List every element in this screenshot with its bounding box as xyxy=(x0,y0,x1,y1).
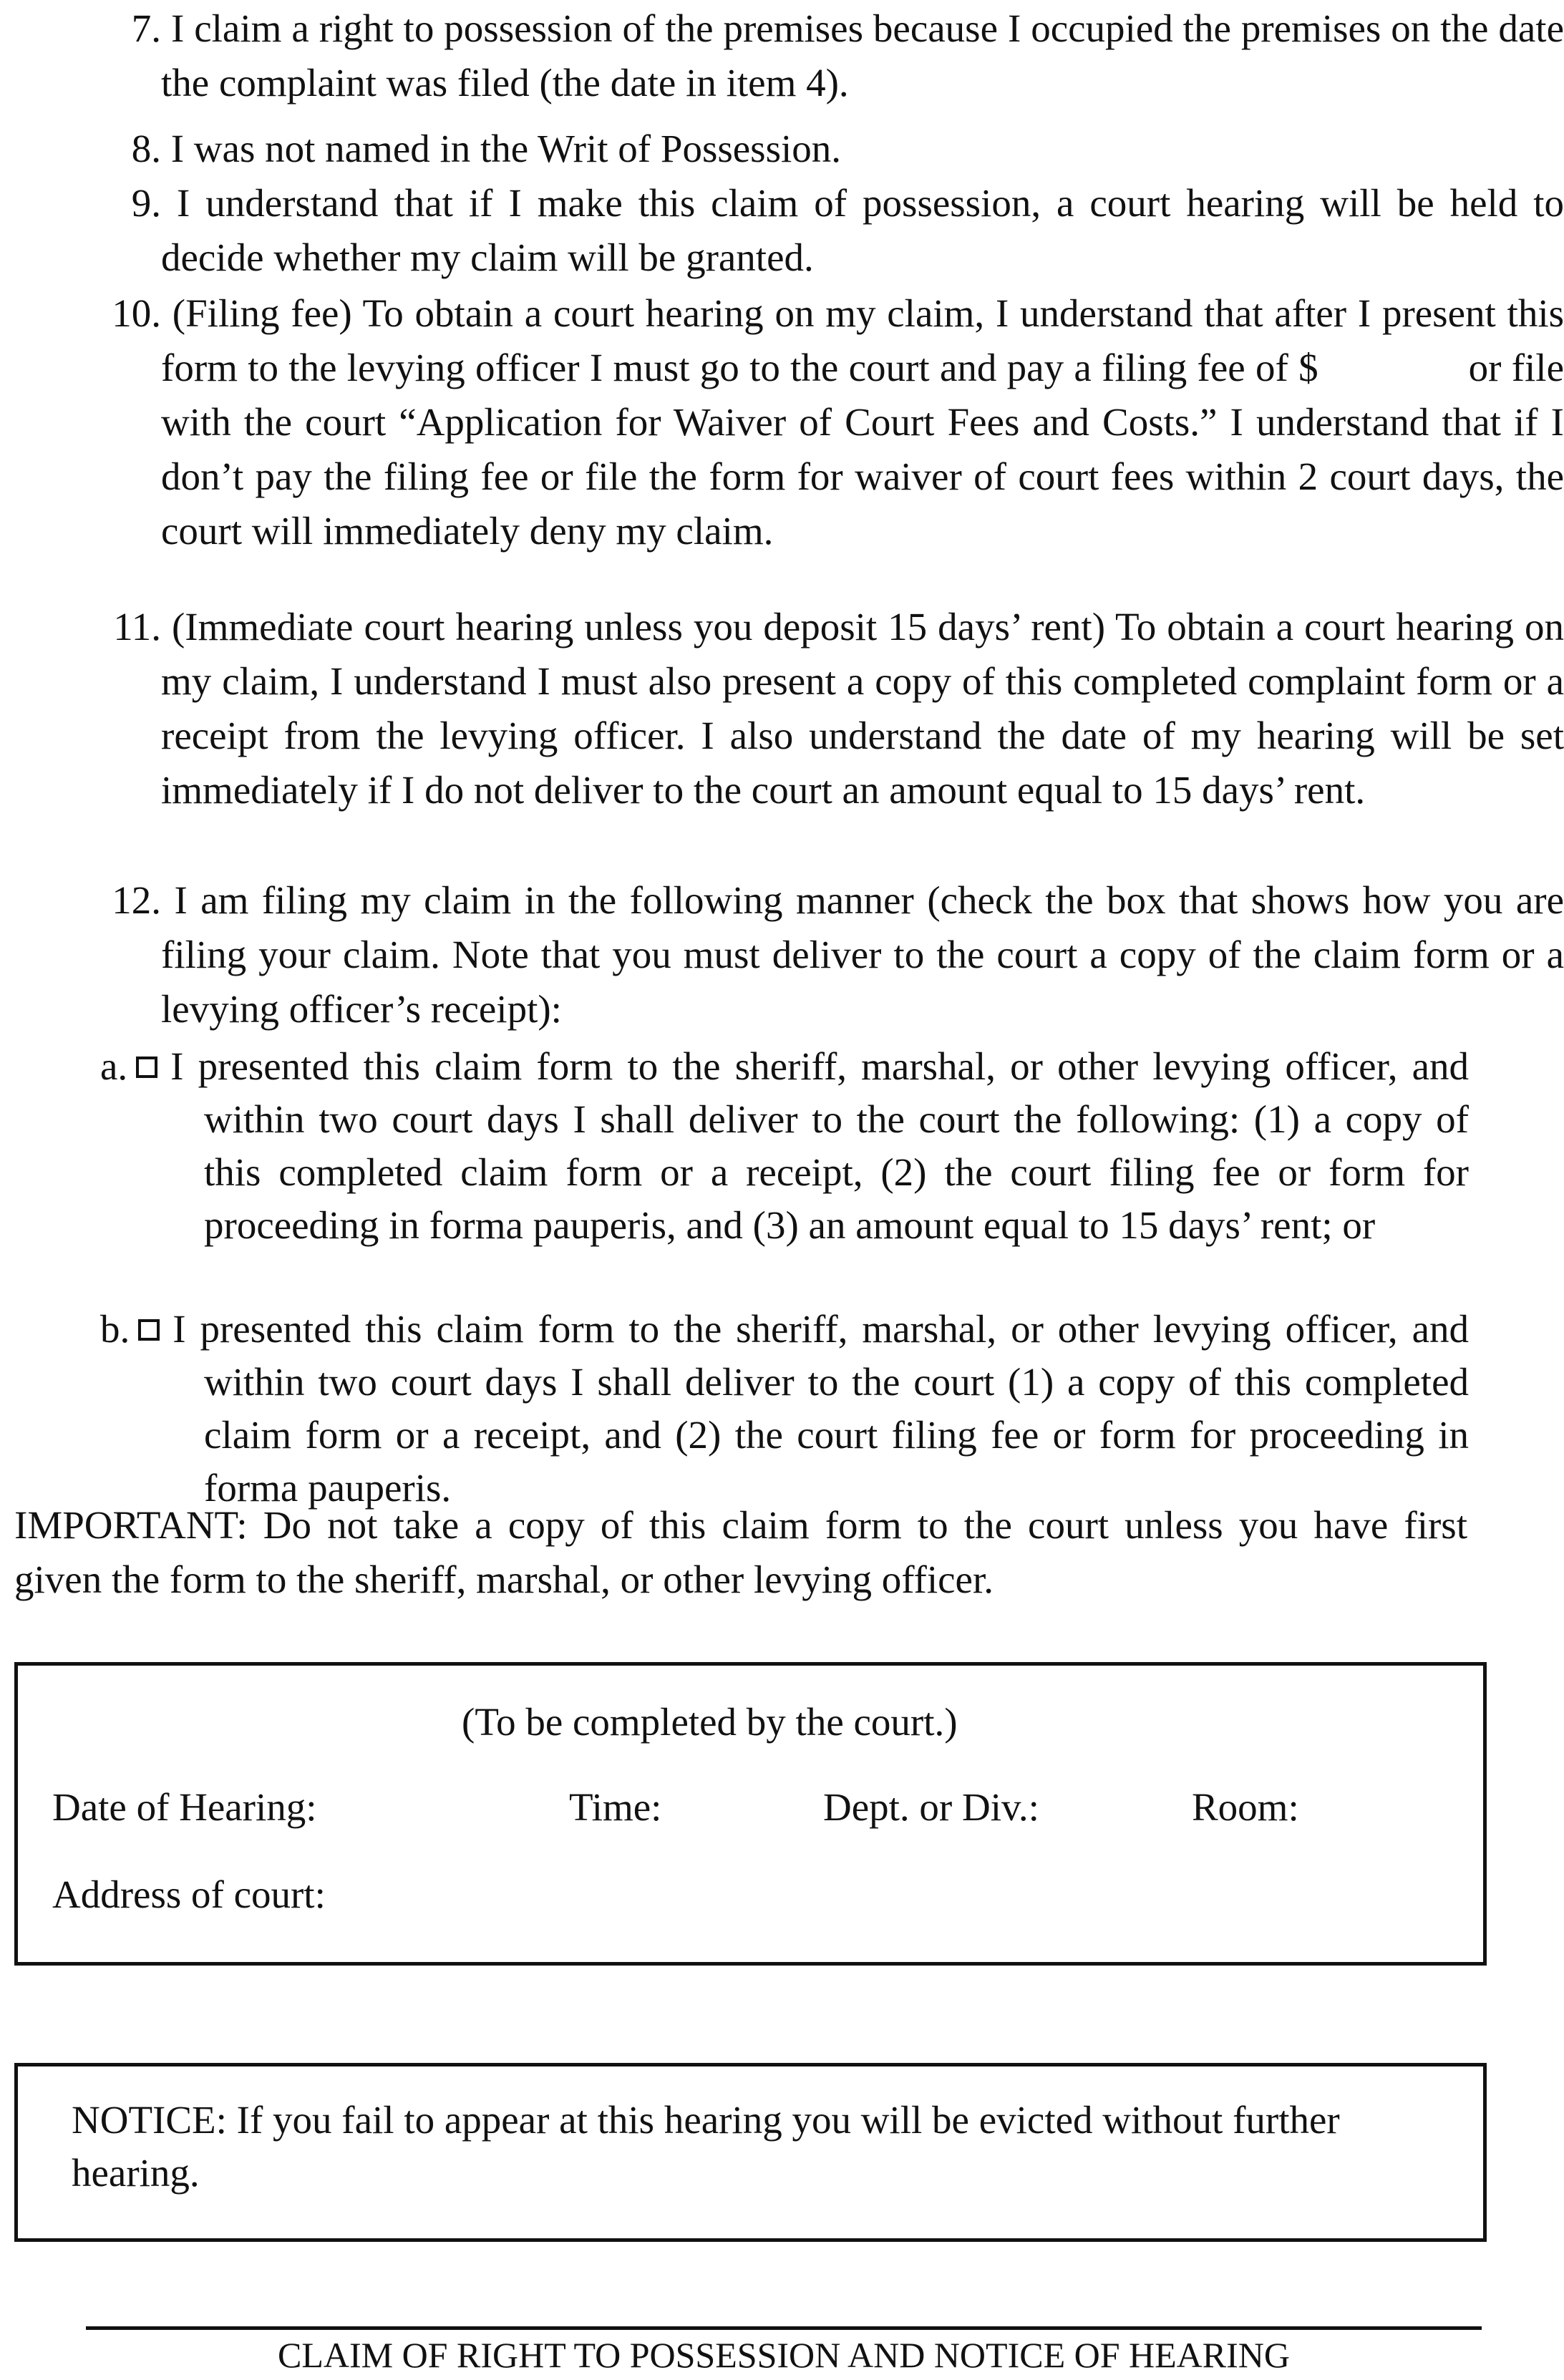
item-8 xyxy=(64,122,1564,176)
item-text: (Immediate court hearing unless you deposit 15 days’ rent) To obtain a court hearing on my claim, I understand I must also present a copy of this completed complaint form or a receipt from the levying officer. I also understand the date of my hearing will be set immediately if I do not deliver to the court an amount equal to 15 days’ rent. xyxy=(161,605,1564,812)
item-12 xyxy=(64,873,1564,1036)
item-9 xyxy=(64,176,1564,285)
option-b-checkbox[interactable] xyxy=(138,1319,160,1341)
item-10 xyxy=(64,286,1564,558)
item-text: I am filing my claim in the following manner (check the box that shows how you are filing your claim. Note that you must deliver to the court a copy of the claim form or a levying officer’s receipt): xyxy=(161,878,1564,1031)
item-number: 11. xyxy=(113,605,161,649)
form-title: CLAIM OF RIGHT TO POSSESSION AND NOTICE OF HEARING xyxy=(277,2335,1291,2375)
date-of-hearing-label: Date of Hearing: xyxy=(52,1785,317,1829)
option-a-checkbox[interactable] xyxy=(136,1057,157,1078)
address-of-court-label: Address of court: xyxy=(52,1873,326,1916)
item-number: 7. xyxy=(131,6,161,50)
item-number: 9. xyxy=(131,181,161,225)
court-completion-box xyxy=(14,1662,1487,1966)
dept-or-div-label: Dept. or Div.: xyxy=(823,1785,1039,1829)
option-a xyxy=(100,1040,1469,1252)
option-letter: b. xyxy=(100,1307,130,1351)
item-number: 10. xyxy=(112,291,161,335)
important-note: IMPORTANT: Do not take a copy of this claim form to the court unless you have first given the form to the sheriff, marshal, or other levying officer. xyxy=(14,1503,1467,1601)
item-11 xyxy=(64,600,1564,817)
option-b xyxy=(100,1303,1469,1515)
item-text: I claim a right to possession of the premises because I occupied the premises on the date the complaint was filed (the date in item 4). xyxy=(161,6,1564,105)
option-text: I presented this claim form to the sheriff, marshal, or other levying officer, and within two court days I shall deliver to the court (1) a copy of this completed claim form or a receipt, and (2) the court filing fee or form for proceeding in forma pauperis. xyxy=(173,1307,1469,1510)
court-box-heading: (To be completed by the court.) xyxy=(462,1700,958,1744)
option-text: I presented this claim form to the sheriff, marshal, or other levying officer, and within two court days I shall deliver to the court the following: (1) a copy of this completed claim form or a receipt, (2) the court filing fee or form for proceeding in forma pauperis, and (3) an amount equal to 15 days’ rent; or xyxy=(170,1044,1469,1247)
item-7 xyxy=(64,1,1564,110)
item-number: 8. xyxy=(131,127,161,170)
notice-text: NOTICE: If you fail to appear at this hearing you will be evicted without further hearing. xyxy=(72,2098,1340,2195)
item-number: 12. xyxy=(112,878,161,922)
item-text: I understand that if I make this claim of possession, a court hearing will be held to decide whether my claim will be granted. xyxy=(161,181,1564,279)
item-text-before-blank: (Filing fee) To obtain a court hearing on my claim, I understand that after I present this form to the levying officer I must go to the court and pay a filing fee of $ xyxy=(161,291,1564,389)
notice-box xyxy=(14,2063,1487,2242)
option-letter: a. xyxy=(100,1044,128,1088)
room-label: Room: xyxy=(1192,1785,1299,1829)
item-text-after-blank: or file with the court “Application for Waiver of Court Fees and Costs.” I understand that if I don’t pay the filing fee or file the form for waiver of court fees within 2 court days, the court will immediately deny my claim. xyxy=(161,346,1564,553)
time-label: Time: xyxy=(569,1785,662,1829)
item-text: I was not named in the Writ of Possession. xyxy=(170,127,842,170)
